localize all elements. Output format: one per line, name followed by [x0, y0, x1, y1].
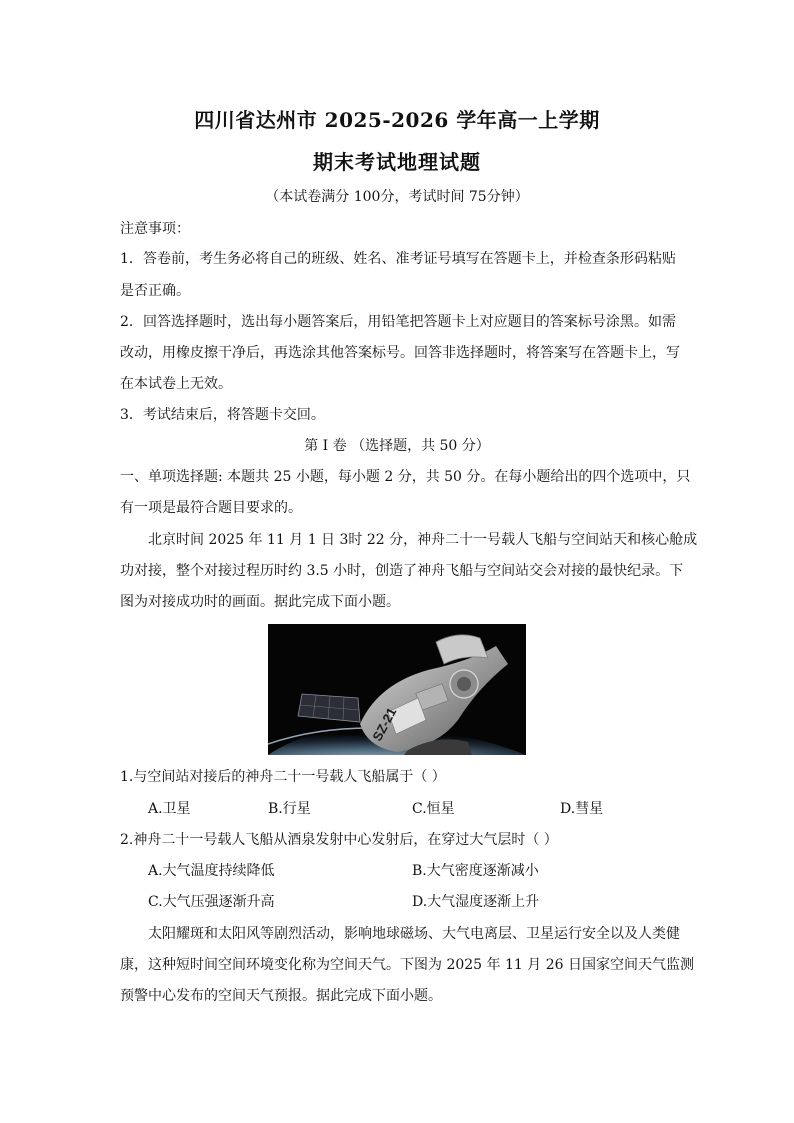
notice-item-2-line-1: 2．回答选择题时，选出每小题答案后，用铅笔把答题卡上对应题目的答案标号涂黑。如需 — [120, 314, 676, 330]
passage1-line-2: 功对接，整个对接过程历时约 3.5 小时，创造了神舟飞船与空间站交会对接的最快纪录。下 — [120, 563, 684, 579]
question-2-stem: 2.神舟二十一号载人飞船从酒泉发射中心发射后，在穿过大气层时（ ） — [120, 832, 558, 848]
passage2-line-2: 康，这种短时间空间环境变化称为空间天气。下图为 2025 年 11 月 26 日国家空间天气监测 — [120, 957, 694, 973]
question-1-stem: 1.与空间站对接后的神舟二十一号载人飞船属于（ ） — [120, 769, 446, 785]
section-heading: 第 I 卷 （选择题，共 50 分） — [304, 438, 490, 454]
question-2-option-b: B.大气密度逐渐减小 — [412, 863, 539, 879]
docking-photo — [268, 624, 526, 755]
passage1-line-1: 北京时间 2025 年 11 月 1 日 3时 22 分，神舟二十一号载人飞船与空间站天和核心舱成 — [148, 532, 698, 548]
question-2-option-a: A.大气温度持续降低 — [148, 863, 275, 879]
spacecraft-label: SZ-21 — [369, 705, 400, 744]
section-intro-line-2: 有一项是最符合题目要求的。 — [120, 500, 302, 516]
passage1-line-3: 图为对接成功时的画面。据此完成下面小题。 — [120, 594, 400, 610]
notice-item-3: 3．考试结束后，将答题卡交回。 — [120, 407, 325, 423]
question-1-option-d: D.彗星 — [560, 801, 604, 817]
exam-title-line2: 期末考试地理试题 — [313, 150, 481, 174]
notice-item-2-line-3: 在本试卷上无效。 — [120, 376, 232, 392]
notice-item-1-line-1: 1．答卷前，考生务必将自己的班级、姓名、准考证号填写在答题卡上，并检查条形码粘贴 — [120, 251, 676, 267]
question-1-option-a: A.卫星 — [148, 801, 191, 817]
notice-item-2-line-2: 改动，用橡皮擦干净后，再选涂其他答案标号。回答非选择题时，将答案写在答题卡上，写 — [120, 345, 680, 361]
docking-photo-illustration — [268, 624, 526, 755]
exam-subtitle: （本试卷满分 100分，考试时间 75分钟） — [265, 189, 529, 205]
exam-title-line1: 四川省达州市 2025-2026 学年高一上学期 — [194, 108, 600, 132]
passage2-line-3: 预警中心发布的空间天气预报。据此完成下面小题。 — [120, 988, 442, 1004]
notice-heading: 注意事项： — [120, 221, 190, 237]
question-2-option-d: D.大气湿度逐渐上升 — [412, 894, 540, 910]
question-1-option-c: C.恒星 — [412, 801, 455, 817]
section-intro-line-1: 一、单项选择题: 本题共 25 小题，每小题 2 分，共 50 分。在每小题给出的四个选项中，只 — [120, 469, 691, 485]
question-1-option-b: B.行星 — [268, 801, 311, 817]
notice-item-1-line-2: 是否正确。 — [120, 283, 190, 299]
question-2-option-c: C.大气压强逐渐升高 — [148, 894, 275, 910]
passage2-line-1: 太阳耀斑和太阳风等剧烈活动，影响地球磁场、大气电离层、卫星运行安全以及人类健 — [148, 926, 680, 942]
